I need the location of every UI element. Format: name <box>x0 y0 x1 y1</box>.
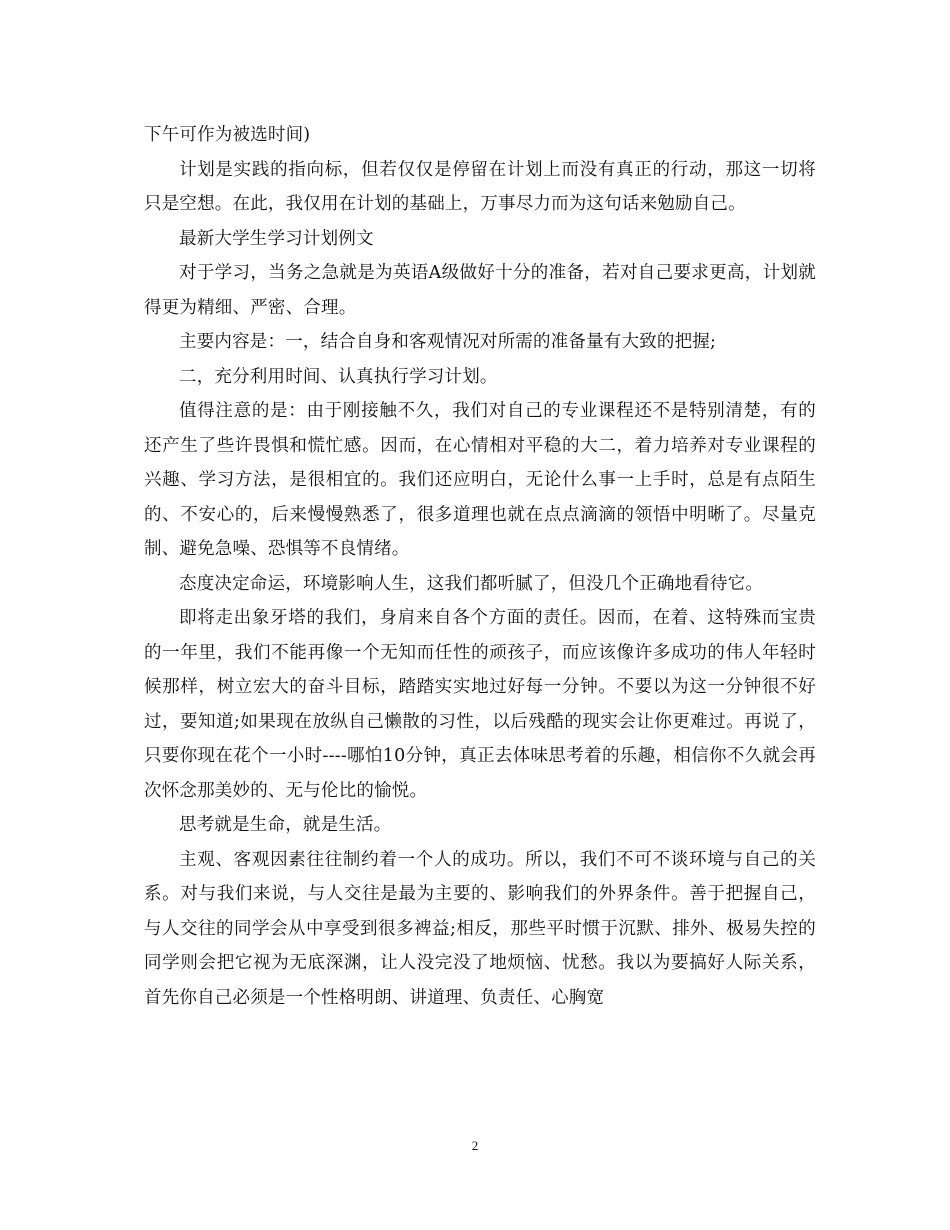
paragraph: 对于学习，当务之急就是为英语A级做好十分的准备，若对自己要求更高，计划就得更为精细、严密、合理。 <box>144 263 816 318</box>
paragraph-continuation: 下午可作为被选时间) <box>144 125 311 145</box>
page-number: 2 <box>471 1138 479 1153</box>
paragraph: 二，充分利用时间、认真执行学习计划。 <box>179 366 498 387</box>
paragraph: 思考就是生命，就是生活。 <box>179 815 392 835</box>
paragraph: 值得注意的是：由于刚接触不久，我们对自己的专业课程还不是特别清楚，有的还产生了些许畏惧和慌忙感。因而，在心情相对平稳的大二，着力培养对专业课程的兴趣、学习方法，是很相宜的。我们还应明白，无论什么事一上手时，总是有点陌生的、不安心的，后来慢慢熟悉了，很多道理也就在点点滴滴的领悟中明晰了。尽量克制、避免急噪、恐惧等不良情绪。 <box>144 401 816 559</box>
paragraph: 主要内容是：一，结合自身和客观情况对所需的准备量有大致的把握; <box>179 332 717 352</box>
document-body <box>144 118 816 1015</box>
paragraph: 主观、客观因素往往制约着一个人的成功。所以，我们不可不谈环境与自己的关系。对与我们来说，与人交往是最为主要的、影响我们的外界条件。善于把握自己，与人交往的同学会从中享受到很多裨益;相反，那些平时惯于沉默、排外、极易失控的同学则会把它视为无底深渊，让人没完没了地烦恼、忧愁。我以为要搞好人际关系，首先你自己必须是一个性格明朗、讲道理、负责任、心胸宽 <box>144 849 816 1008</box>
paragraph: 计划是实践的指向标，但若仅仅是停留在计划上而没有真正的行动，那这一切将只是空想。在此，我仅用在计划的基础上，万事尽力而为这句话来勉励自己。 <box>144 159 816 214</box>
paragraph: 即将走出象牙塔的我们，身肩来自各个方面的责任。因而，在着、这特殊而宝贵的一年里，我们不能再像一个无知而任性的顽孩子，而应该像许多成功的伟人年轻时候那样，树立宏大的奋斗目标，踏踏实实地过好每一分钟。不要以为这一分钟很不好过，要知道;如果现在放纵自己懒散的习性，以后残酷的现实会让你更难过。再说了，只要你现在花个一小时----哪怕10分钟，真正去体味思考着的乐趣，相信你不久就会再次怀念那美妙的、无与伦比的愉悦。 <box>144 608 816 801</box>
paragraph: 态度决定命运，环境影响人生，这我们都听腻了，但没几个正确地看待它。 <box>179 573 764 594</box>
section-heading: 最新大学生学习计划例文 <box>179 228 374 249</box>
